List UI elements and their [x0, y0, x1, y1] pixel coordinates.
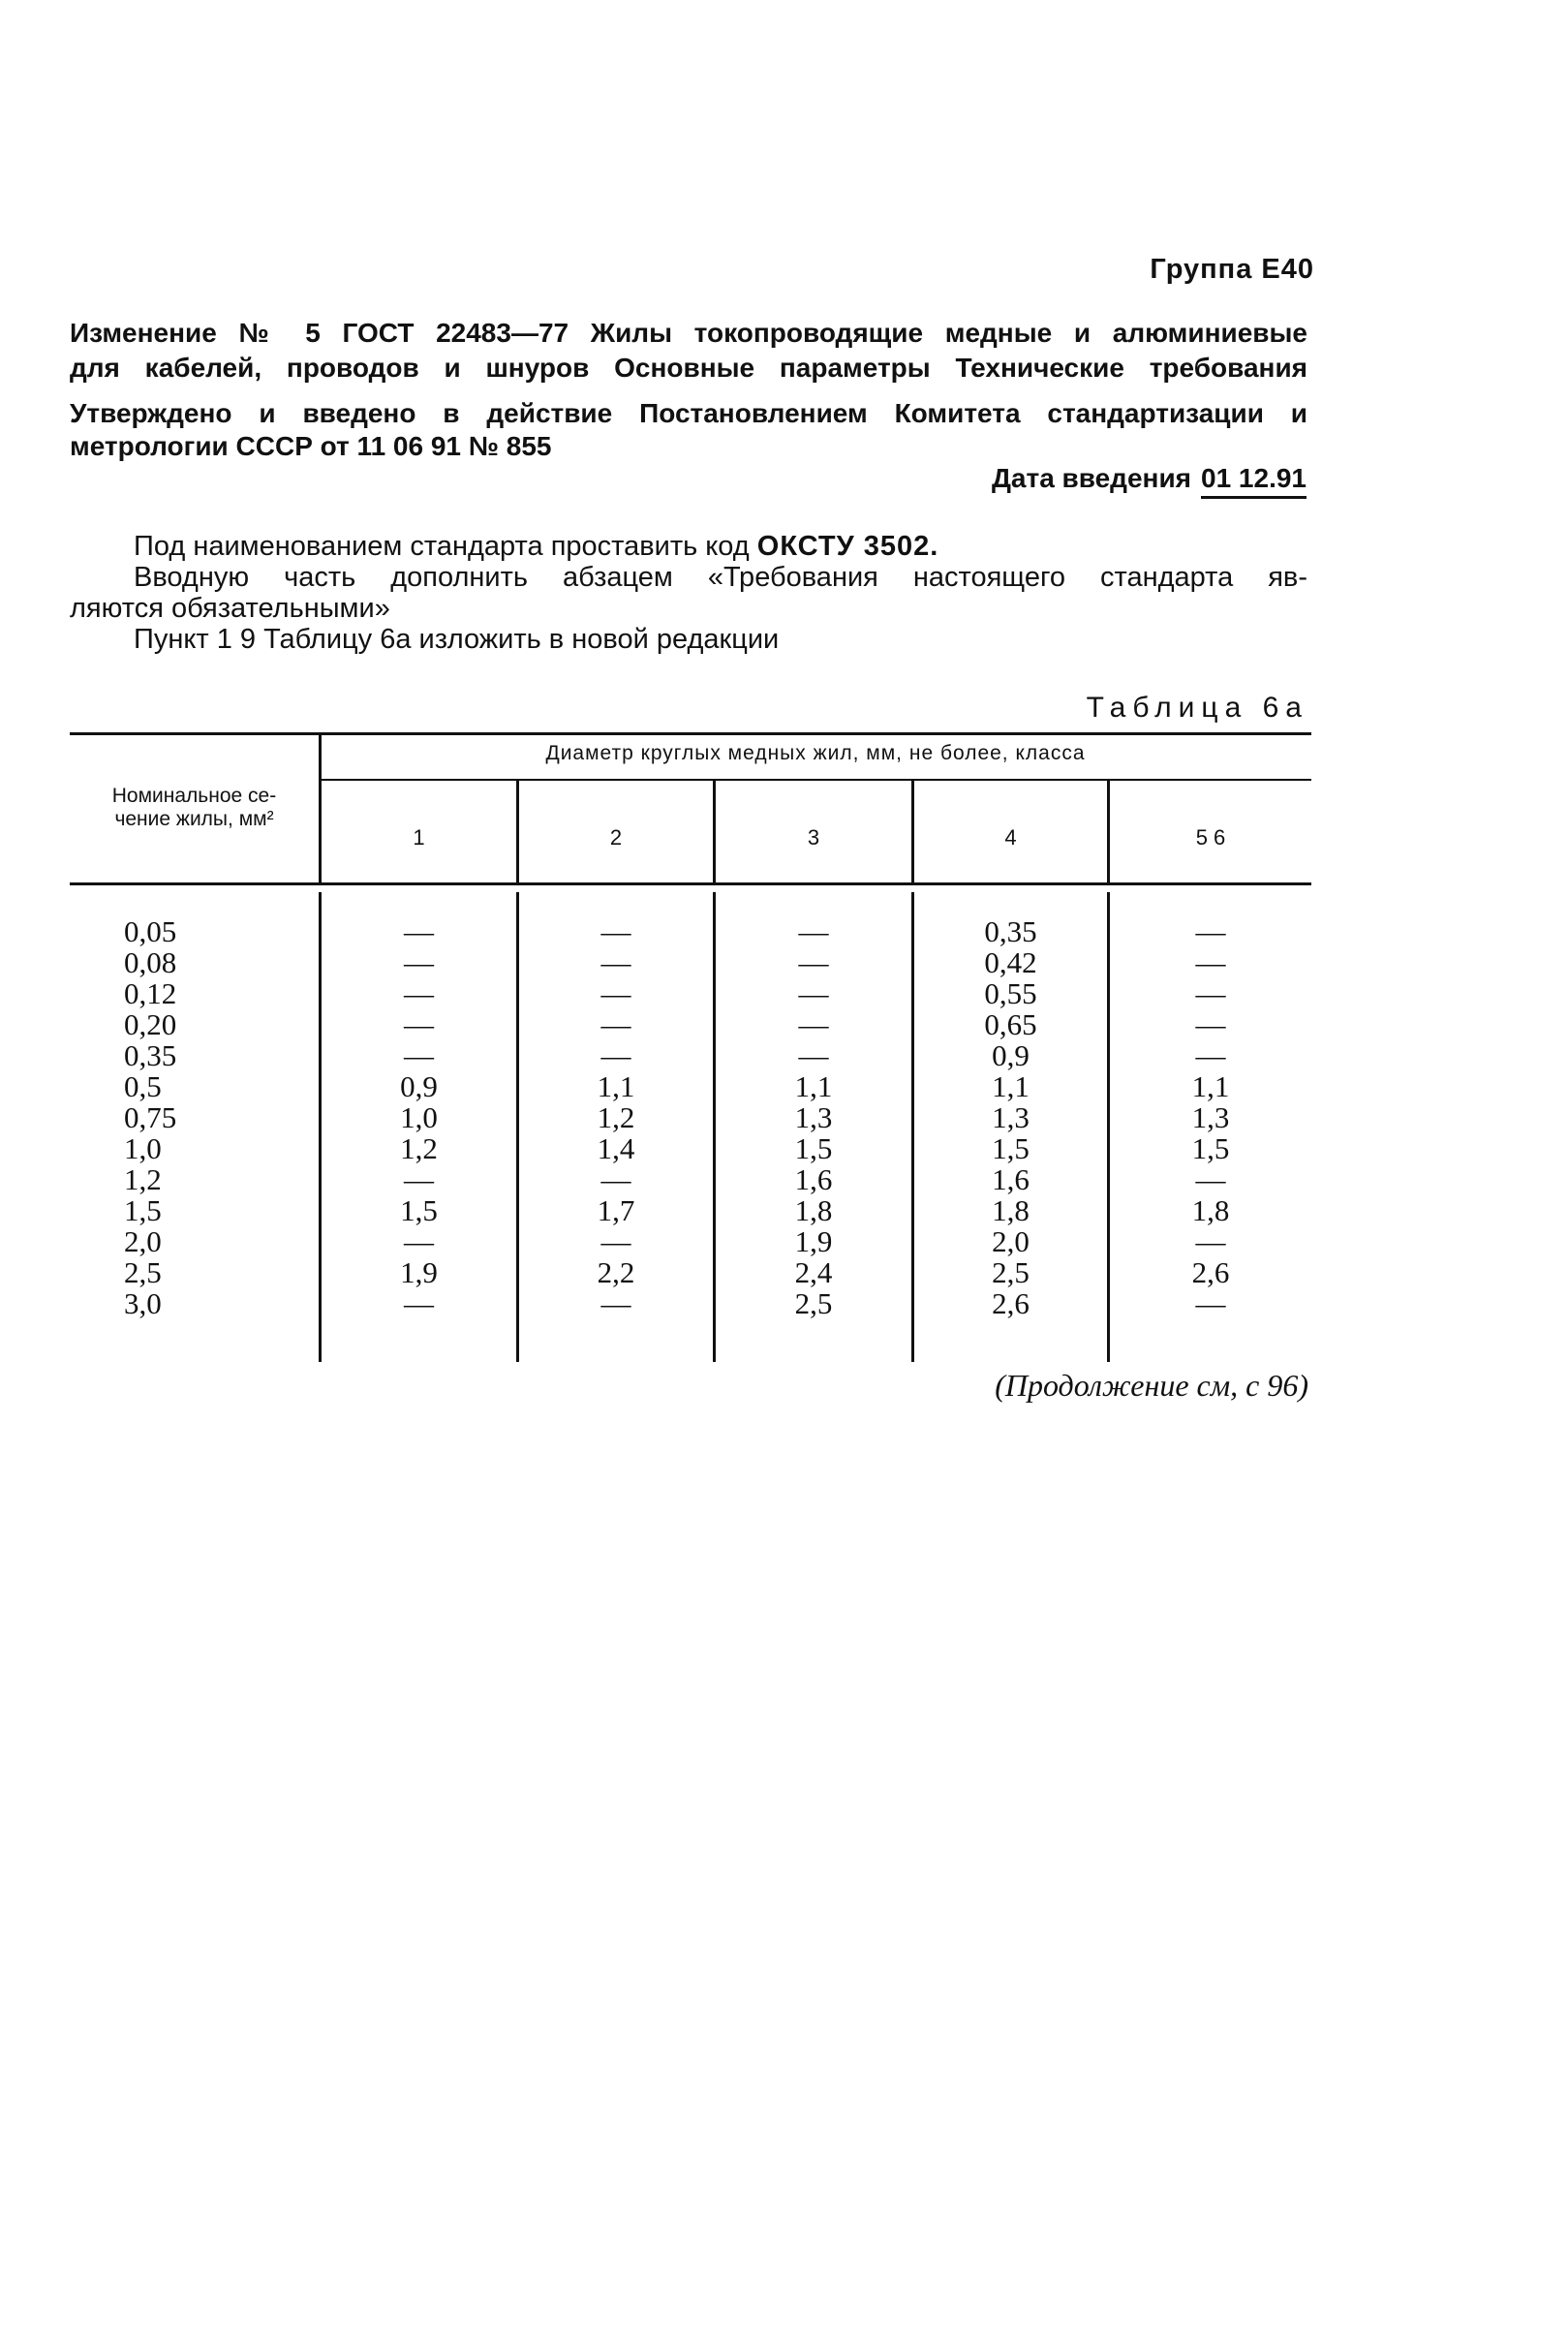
- table-caption: Таблица 6а: [1086, 692, 1308, 724]
- table-cell: —: [404, 914, 434, 948]
- class-header-5-6: 5 6: [1195, 825, 1226, 850]
- table-cell: 1,0: [400, 1100, 438, 1134]
- okstu-code: ОКСТУ 3502.: [756, 531, 939, 562]
- table-cell: 1,1: [597, 1069, 635, 1103]
- table-cell: 0,75: [124, 1100, 177, 1134]
- table-cell: 1,1: [992, 1069, 1030, 1103]
- table-cell: —: [404, 1162, 434, 1196]
- paragraph-code-text: Под наименованием стандарта проставить код: [134, 531, 750, 562]
- table-cell: 3,0: [124, 1286, 162, 1320]
- continuation-note: (Продолжение см, с 96): [995, 1368, 1308, 1403]
- column-class-3: [716, 916, 911, 1319]
- table-cell: 2,5: [794, 1286, 833, 1320]
- table-cell: 2,5: [124, 1255, 162, 1289]
- paragraph-table-instruction: Пункт 1 9 Таблицу 6а изложить в новой редакции: [134, 624, 780, 655]
- table-cell: 0,5: [124, 1069, 162, 1103]
- table-cell: 1,5: [1191, 1131, 1230, 1165]
- table-cell: 0,20: [124, 1007, 177, 1041]
- table-cell: —: [1195, 1038, 1226, 1072]
- table-cell: 1,2: [124, 1162, 162, 1196]
- class-header-2: 2: [609, 825, 623, 850]
- effective-date-value: 01 12.91: [1201, 463, 1307, 499]
- table-cell: —: [1195, 976, 1226, 1010]
- header-bottom-rule: [70, 882, 1311, 885]
- table-cell: 1,9: [794, 1224, 833, 1258]
- table-cell: 1,4: [597, 1131, 635, 1165]
- table-cell: 1,8: [992, 1193, 1030, 1227]
- table-cell: —: [1195, 945, 1226, 979]
- approval-statement: [70, 397, 1307, 463]
- table-cell: 1,2: [400, 1131, 438, 1165]
- table-cell: —: [600, 1007, 631, 1041]
- table-cell: 1,5: [400, 1193, 438, 1227]
- approval-line-2: метрологии СССР от 11 06 91 № 855: [70, 431, 552, 461]
- column-nominal: [124, 916, 250, 1319]
- table-cell: 2,0: [992, 1224, 1030, 1258]
- table-cell: 1,1: [794, 1069, 833, 1103]
- table-cell: —: [600, 945, 631, 979]
- table-cell: —: [600, 1162, 631, 1196]
- merged-column-header: Диаметр круглых медных жил, мм, не более, класса: [545, 742, 1086, 764]
- amendment-text: [70, 531, 1307, 655]
- table-cell: 0,12: [124, 976, 177, 1010]
- table-cell: —: [798, 1007, 829, 1041]
- table-cell: 1,5: [992, 1131, 1030, 1165]
- table-cell: —: [404, 945, 434, 979]
- table-cell: 1,6: [794, 1162, 833, 1196]
- table-cell: —: [1195, 1224, 1226, 1258]
- table-cell: 1,3: [794, 1100, 833, 1134]
- table-cell: —: [1195, 914, 1226, 948]
- paragraph-intro-line-2: ляются обязательными»: [70, 593, 390, 624]
- column-class-1: [322, 916, 516, 1319]
- table-cell: —: [798, 1038, 829, 1072]
- table-cell: 1,8: [1191, 1193, 1230, 1227]
- table-cell: 1,3: [992, 1100, 1030, 1134]
- class-header-4: 4: [1004, 825, 1017, 850]
- table-cell: —: [600, 1038, 631, 1072]
- table-cell: 1,6: [992, 1162, 1030, 1196]
- effective-date: [992, 463, 1307, 499]
- header-sub-rule: [320, 779, 1311, 781]
- table-cell: 1,2: [597, 1100, 635, 1134]
- table-cell: —: [404, 1224, 434, 1258]
- paragraph-code: [70, 531, 1307, 562]
- table-cell: —: [600, 1286, 631, 1320]
- table-cell: 0,42: [984, 945, 1037, 979]
- table-cell: —: [404, 1038, 434, 1072]
- table-cell: —: [1195, 1162, 1226, 1196]
- title-line-2: для кабелей, проводов и шнуров Основные параметры Технические требования: [70, 353, 1307, 383]
- table-cell: —: [404, 1286, 434, 1320]
- class-header-1: 1: [413, 825, 425, 850]
- table-cell: 1,5: [124, 1193, 162, 1227]
- column-class-5-6: [1110, 916, 1311, 1319]
- table-cell: 0,05: [124, 914, 177, 948]
- table-cell: 1,8: [794, 1193, 833, 1227]
- row-header: [70, 785, 319, 831]
- table-cell: —: [798, 976, 829, 1010]
- table-cell: 0,55: [984, 976, 1037, 1010]
- table-cell: 0,08: [124, 945, 177, 979]
- effective-date-label: Дата введения: [991, 463, 1191, 493]
- row-header-line-2: чение жилы, мм²: [114, 808, 274, 830]
- class-header-3: 3: [807, 825, 820, 850]
- table-cell: 2,4: [794, 1255, 833, 1289]
- table-cell: 0,9: [400, 1069, 438, 1103]
- document-title: [70, 316, 1307, 386]
- table-top-rule: [70, 732, 1311, 735]
- table-cell: —: [1195, 1007, 1226, 1041]
- table-cell: —: [600, 1224, 631, 1258]
- table-cell: 2,2: [597, 1255, 635, 1289]
- table-cell: 1,7: [597, 1193, 635, 1227]
- group-code: Группа Е40: [1150, 254, 1314, 285]
- table-cell: —: [404, 1007, 434, 1041]
- row-header-line-1: Номинальное се-: [111, 785, 277, 807]
- table-cell: 2,0: [124, 1224, 162, 1258]
- column-class-4: [914, 916, 1107, 1319]
- table-cell: —: [1195, 1286, 1226, 1320]
- title-line-1: Изменение № 5 ГОСТ 22483—77 Жилы токопроводящие медные и алюминиевые: [70, 318, 1307, 348]
- table-cell: 2,6: [1191, 1255, 1230, 1289]
- table-cell: 1,3: [1191, 1100, 1230, 1134]
- column-class-2: [519, 916, 713, 1319]
- table-cell: 0,9: [992, 1038, 1030, 1072]
- table-cell: 1,1: [1191, 1069, 1230, 1103]
- table-cell: —: [798, 945, 829, 979]
- table-cell: 1,9: [400, 1255, 438, 1289]
- table-cell: —: [798, 914, 829, 948]
- table-cell: 0,35: [124, 1038, 177, 1072]
- approval-line-1: Утверждено и введено в действие Постановлением Комитета стандартизации и: [70, 398, 1307, 428]
- table-cell: 1,0: [124, 1131, 162, 1165]
- table-cell: 0,35: [984, 914, 1037, 948]
- table-cell: 1,5: [794, 1131, 833, 1165]
- table-cell: 0,65: [984, 1007, 1037, 1041]
- table-cell: 2,5: [992, 1255, 1030, 1289]
- table-cell: —: [600, 976, 631, 1010]
- paragraph-intro-line-1: Вводную часть дополнить абзацем «Требования настоящего стандарта яв-: [134, 562, 1307, 593]
- table-cell: —: [404, 976, 434, 1010]
- data-table: [70, 732, 1311, 1362]
- table-cell: —: [600, 914, 631, 948]
- table-cell: 2,6: [992, 1286, 1030, 1320]
